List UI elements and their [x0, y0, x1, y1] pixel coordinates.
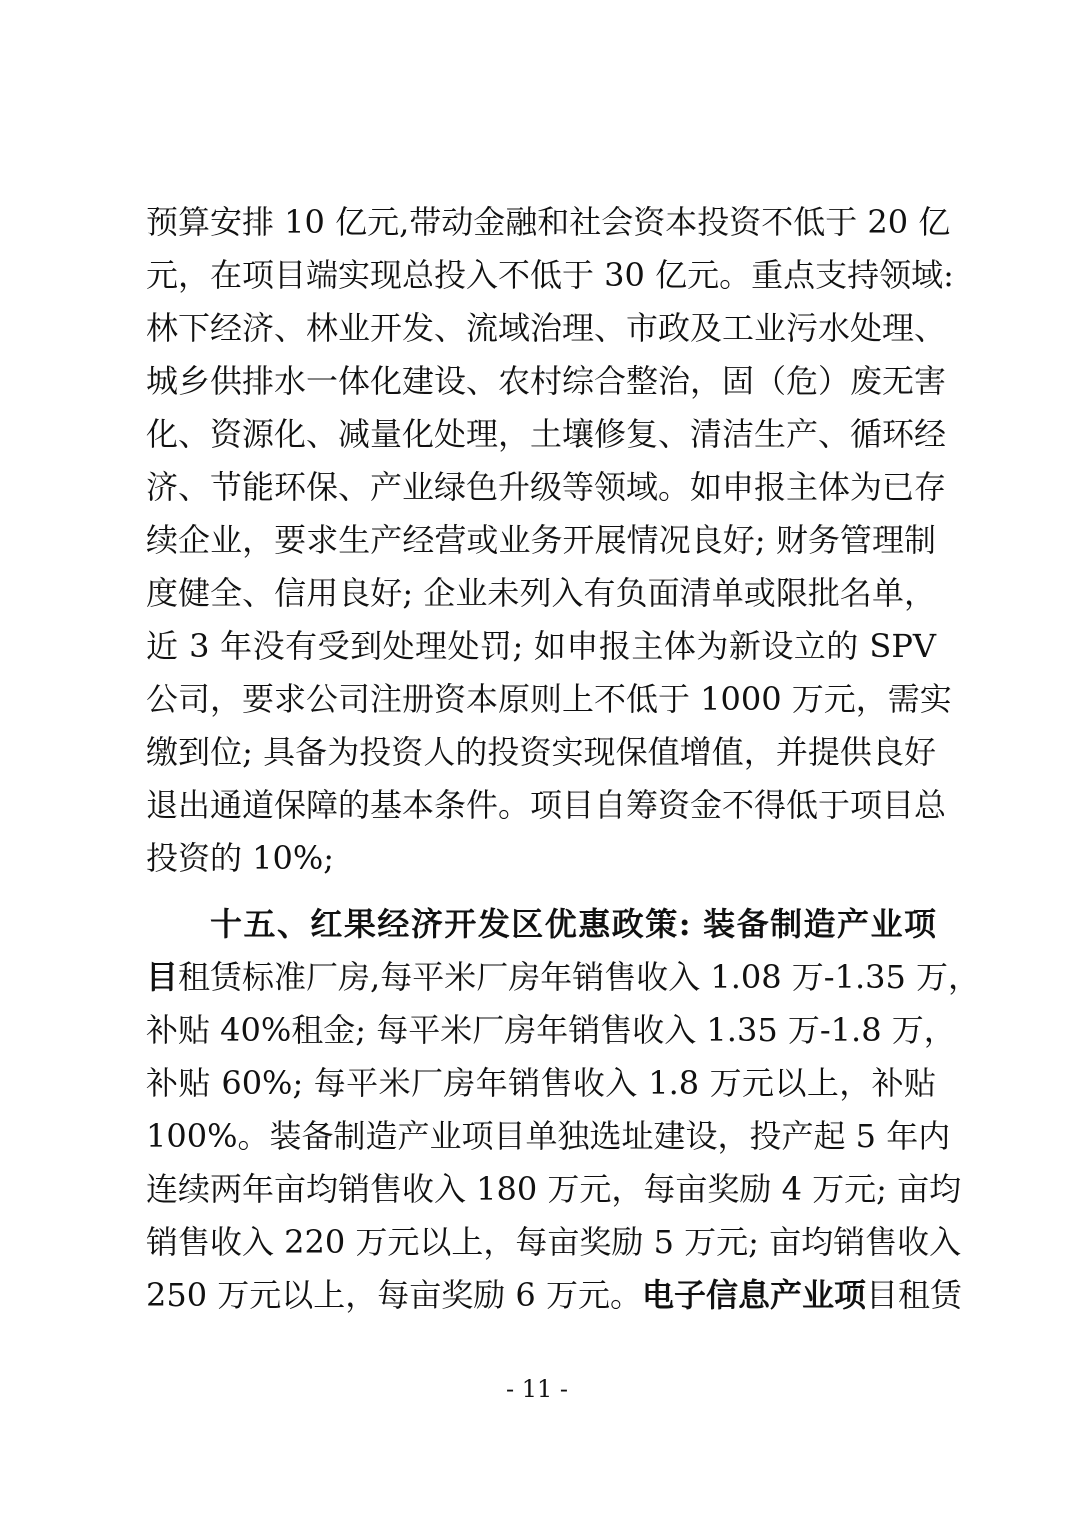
- text-span: 租赁标准厂房,每平米厂房年销售收入 1.08 万-1.35 万，: [178, 958, 981, 996]
- text-span: 250 万元以上，每亩奖励 6 万元。: [146, 1276, 642, 1314]
- text-span: 目租赁: [865, 1276, 962, 1314]
- page-number: - 11 -: [505, 1375, 568, 1403]
- text-line: 投资的 10%;: [146, 839, 335, 877]
- text-line: 林下经济、林业开发、流域治理、市政及工业污水处理、: [146, 309, 947, 347]
- text-line: 度健全、信用良好; 企业未列入有负面清单或限批名单，: [146, 574, 936, 612]
- bold-text: 目: [146, 958, 179, 996]
- text-line: 续企业，要求生产经营或业务开展情况良好; 财务管理制: [146, 521, 936, 559]
- text-line: 连续两年亩均销售收入 180 万元，每亩奖励 4 万元; 亩均: [146, 1170, 962, 1208]
- text-line: 元，在项目端实现总投入不低于 30 亿元。重点支持领域:: [146, 256, 954, 294]
- paragraph-funding-requirements: [146, 196, 954, 885]
- text-line: [146, 1269, 962, 1322]
- text-line: 预算安排 10 亿元,带动金融和社会资本投资不低于 20 亿: [146, 203, 951, 241]
- text-line: 济、节能环保、产业绿色升级等领域。如申报主体为已存: [146, 468, 947, 506]
- text-line: [146, 951, 981, 1004]
- text-line: 公司，要求公司注册资本原则上不低于 1000 万元，需实: [146, 680, 952, 718]
- section-heading-line: 十五、红果经济开发区优惠政策: 装备制造产业项: [210, 905, 936, 943]
- text-line: 补贴 60%; 每平米厂房年销售收入 1.8 万元以上，补贴: [146, 1064, 936, 1102]
- text-line: 化、资源化、减量化处理，土壤修复、清洁生产、循环经: [146, 415, 947, 453]
- text-line: 近 3 年没有受到处理处罚; 如申报主体为新设立的 SPV: [146, 627, 936, 665]
- bold-text: 电子信息产业项: [641, 1276, 866, 1314]
- text-line: 100%。装备制造产业项目单独选址建设，投产起 5 年内: [146, 1117, 951, 1155]
- text-line: 缴到位; 具备为投资人的投资实现保值增值，并提供良好: [146, 733, 936, 771]
- text-line: 城乡供排水一体化建设、农村综合整治，固（危）废无害: [146, 362, 947, 400]
- text-line: 销售收入 220 万元以上，每亩奖励 5 万元; 亩均销售收入: [146, 1223, 962, 1261]
- paragraph-hongguo-policy: [146, 898, 981, 1322]
- text-line: 退出通道保障的基本条件。项目自筹资金不得低于项目总: [146, 786, 947, 824]
- text-line: 补贴 40%租金; 每平米厂房年销售收入 1.35 万-1.8 万，: [146, 1011, 956, 1049]
